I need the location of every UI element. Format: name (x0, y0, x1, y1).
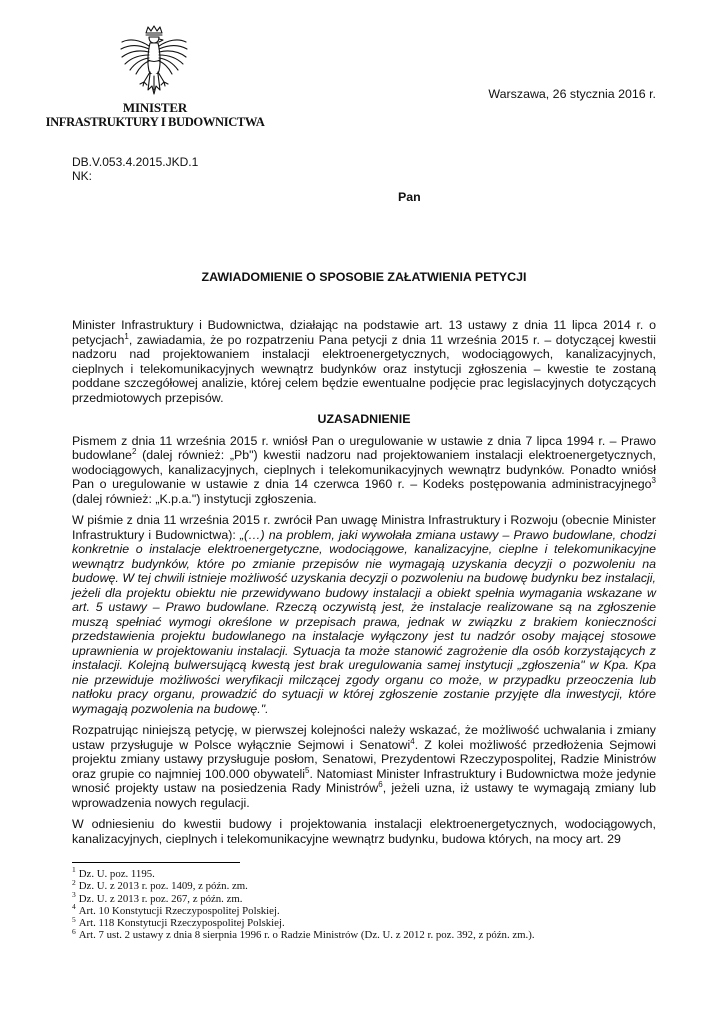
footnote-number: 1 (72, 865, 76, 875)
footnote-text: Dz. U. z 2013 r. poz. 1409, z późn. zm. (78, 880, 248, 893)
para1-text-b: (dalej również: „Pb") kwestii nadzoru nad projektowaniem instalacji elektroenergetycznych, wodociągowych, kanalizacyjnych, cieplnych i telekomunikacyjnych wewnątrz budynków. Ponadto wniósł Pan o uregulowanie w ustawie z dnia 14 czerwca 1960 r. – Kodeks postępowania administracyjnego (72, 448, 656, 491)
letter-date: Warszawa, 26 stycznia 2016 r. (488, 87, 656, 101)
footnote-6 (72, 926, 656, 942)
footnote-text: Art. 7 ust. 2 ustawy z dnia 8 sierpnia 1996 r. o Radzie Ministrów (Dz. U. z 2012 r. poz. 392, z późn. zm.). (78, 929, 535, 942)
para1-text-a: Pismem z dnia 11 września 2015 r. wniósł Pan o uregulowanie w ustawie z dnia 7 lipca 1994 r. – Prawo budowlane (72, 433, 656, 462)
footnote-ref-2: 2 (131, 446, 137, 456)
para2-text-a: W piśmie z dnia 11 września 2015 r. zwrócił Pan uwagę Ministra Infrastruktury i Rozwoju (obecnie Minister Infrastruktury i Budownictwa): (72, 513, 656, 542)
intro-text-a: Minister Infrastruktury i Budownictwa, działając na podstawie art. 13 ustawy z dnia 11 lipca 2014 r. o petycjach (72, 318, 656, 347)
document-title: ZAWIADOMIENIE O SPOSOBIE ZAŁATWIENIA PETYCJI (201, 270, 527, 284)
footnote-number: 3 (72, 890, 76, 899)
reference-block (72, 155, 198, 183)
footnote-3 (72, 890, 656, 905)
para3-text-c: . Natomiast Minister Infrastruktury i Budownictwa może jedynie wnosić projekty ustaw na posiedzenia Rady Ministrów (72, 766, 657, 795)
footnote-number: 4 (72, 902, 76, 912)
paragraph-3 (72, 723, 656, 810)
paragraph-4: W odniesieniu do kwestii budowy i projektowania instalacji elektroenergetycznych, wodociągowych, kanalizacyjnych, cieplnych i telekomunikacyjne wewnątrz budynku, budowa których, na mocy art. 29 (72, 817, 656, 846)
footnote-text: Dz. U. z 2013 r. poz. 267, z późn. zm. (78, 892, 243, 905)
footnote-2 (72, 877, 656, 893)
footnote-number: 5 (72, 914, 76, 924)
footnote-text: Dz. U. poz. 1195. (78, 868, 155, 880)
footnote-number: 6 (72, 926, 76, 936)
minister-title (20, 100, 290, 130)
intro-text-b: , zawiadamia, że po rozpatrzeniu Pana petycji z dnia 11 września 2015 r. – dotyczącej kwestii nadzoru nad projektowaniem instalacji elektroenergetycznych, wodociągowych, kanalizacyjnych, cieplnych i telekomunikacyjnych wewnątrz budynków oraz instytucji zgłoszenia – kwestie te zostaną poddane szczegółowej analizie, której celem będzie ewentualne podjęcie prac legislacyjnych dotyczących przedmiotowych przepisów. (72, 332, 656, 405)
minister-title-line2: INFRASTRUKTURY I BUDOWNICTWA (45, 115, 265, 129)
footnote-5 (72, 914, 656, 930)
justification-heading: UZASADNIENIE (317, 412, 411, 426)
footnote-text: Art. 10 Konstytucji Rzeczypospolitej Polskiej. (78, 904, 280, 917)
para2-quote: „(…) na problem, jaki wywołała zmiana ustawy – Prawo budowlane, chodzi konkretnie o instalacje elektroenergetyczne, wodociągowe, kanalizacyjne, cieplne i telekomunikacyjne wewnątrz budynków, które po zmianie przepisów nie wymagają uzyskania decyzji o pozwoleniu na budowę. W tej chwili istnieje możliwość uzyskania decyzji o pozwoleniu na budowę budynku bez instalacji, jeżeli dla projektu obiektu nie przewidywano budowy instalacji a obiekt spełnia wymagania wskazane w art. 5 ustawy – Prawo budowlane. Rzeczą oczywistą jest, że instalacje realizowane są na zgłoszenie muszą spełniać wymogi określone w przepisach prawa, jednak w związku z brakiem konieczności przedstawienia projektu budowlanego na instalacje wyłączony jest tu nadzór osoby mającej stosowe uprawnienia w projektowaniu instalacji. Sytuacja ta może stanowić zagrożenie dla osób korzystających z instalacji. Kolejną bulwersującą kwestą jest brak uregulowania samej instytucji „zgłoszenia" w Kpa. Kpa nie przewiduje możliwości weryfikacji milczącej zgody organu co może, w przypadku przeoczenia lub natłoku pracy organu, prowadzić do sytuacji w której zgłoszenie zostanie przyjęte dla inwestycji, które wymagają pozwolenia na budowę.". (72, 527, 656, 716)
footnote-number: 2 (72, 877, 76, 887)
paragraph-1 (72, 434, 656, 507)
para3-text-d: , jeżeli uzna, iż ustawy te wymagają zmiany lub wprowadzenia nowych regulacji. (72, 781, 656, 810)
minister-title-line1: MINISTER (122, 100, 188, 115)
footnote-ref-4: 4 (410, 736, 415, 746)
nk-label: NK: (72, 169, 93, 183)
footnote-ref-3: 3 (651, 475, 656, 485)
reference-number: DB.V.053.4.2015.JKD.1 (72, 155, 199, 169)
footnote-4 (72, 902, 656, 917)
para1-text-c: (dalej również: „K.p.a.") instytucji zgłoszenia. (72, 491, 317, 506)
addressee: Pan (398, 190, 421, 204)
footnote-ref-1: 1 (124, 331, 129, 341)
footnote-separator (72, 862, 240, 863)
footnote-1 (72, 865, 656, 880)
polish-eagle-emblem-icon (118, 24, 190, 98)
letter-body (72, 318, 656, 853)
paragraph-2 (72, 513, 656, 716)
footnote-ref-6: 6 (378, 779, 383, 789)
footnote-text: Art. 118 Konstytucji Rzeczypospolitej Polskiej. (78, 917, 285, 930)
para3-text-b: . Z kolei możliwość przedłożenia Sejmowi projektu zmiany ustawy przysługuje posłom, Senatowi, Prezydentowi Rzeczypospolitej, Radzie Ministrów oraz grupie co najmniej 100.000 obywateli (72, 737, 656, 781)
footnotes (72, 865, 656, 942)
intro-paragraph (72, 318, 656, 405)
para3-text-a: Rozpatrując niniejszą petycję, w pierwszej kolejności należy wskazać, że możliwość uchwalania i zmiany ustaw przysługuje w Polsce wyłącznie Sejmowi i Senatowi (72, 723, 656, 752)
footnote-ref-5: 5 (305, 765, 310, 775)
